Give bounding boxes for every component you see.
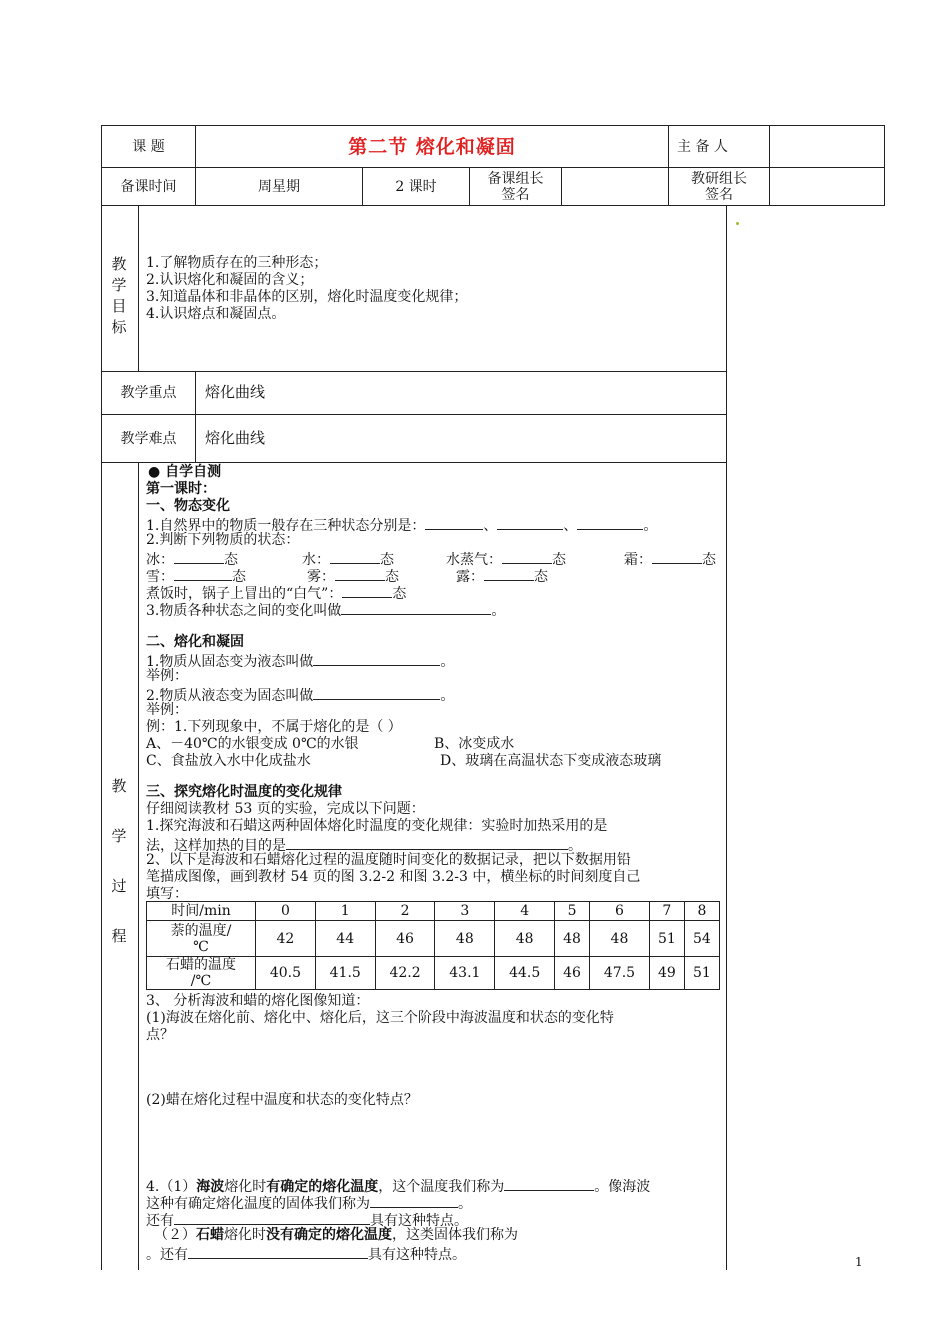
- option-d: D、玻璃在高温状态下变成液态玻璃: [440, 753, 662, 769]
- table-cell: 48: [495, 921, 555, 957]
- p4-2-line-2: [146, 1244, 466, 1264]
- p4-2-blank[interactable]: [188, 1244, 368, 1259]
- p4-1-l3-pre: 还有: [146, 1213, 174, 1229]
- p4-2-mid-2: ，这类固体我们称为: [392, 1227, 518, 1243]
- divider-process-label: [138, 462, 139, 1270]
- table-cell: 47.5: [590, 957, 650, 990]
- lesson1-heading: 第一课时：: [146, 481, 216, 497]
- key-point-label: 教学重点: [120, 385, 177, 401]
- table-cell: 49: [649, 957, 684, 990]
- p3-2-line: (2)蜡在熔化过程中温度和状态的变化特点？: [146, 1092, 418, 1108]
- table-row: [147, 957, 720, 990]
- sec3-title: 三、探究熔化时温度的变化规律: [146, 784, 342, 800]
- p1-line-a: 1.探究海波和石蜡这两种固体熔化时温度的变化规律：实验时加热采用的是: [146, 818, 608, 834]
- q1-blank-1[interactable]: [425, 515, 483, 530]
- frost-state: 态: [702, 552, 716, 568]
- difficult-point-value: 熔化曲线: [205, 429, 266, 447]
- row-label-line1: 萘的温度/: [170, 922, 232, 939]
- snow-blank[interactable]: [174, 566, 232, 581]
- dew-state: 态: [534, 569, 548, 585]
- q3-end: 。: [491, 603, 506, 619]
- q3-blank[interactable]: [341, 600, 491, 615]
- p4-1-blank-2[interactable]: [370, 1193, 458, 1208]
- q1-sep-1: 、: [483, 518, 498, 534]
- q3-line: [146, 600, 505, 620]
- ice-label: 冰：: [146, 552, 174, 568]
- table-cell: 42: [256, 921, 316, 957]
- row-label: [147, 921, 256, 957]
- border-right-header: [884, 125, 885, 206]
- p4-1-mid-1: 熔化时: [224, 1179, 267, 1195]
- vapor-label: 水蒸气：: [446, 552, 502, 568]
- option-b: B、冰变成水: [434, 736, 515, 752]
- process-label-4: 程: [111, 927, 127, 945]
- option-a: A、－40℃的水银变成 0℃的水银: [146, 736, 359, 752]
- water-label: 水：: [302, 552, 330, 568]
- sec2-title: 二、熔化和凝固: [146, 634, 244, 650]
- ice-blank[interactable]: [174, 549, 224, 564]
- table-header-cell: 7: [649, 902, 684, 921]
- divider-points-label: [195, 371, 196, 463]
- table-header-cell: 8: [684, 902, 719, 921]
- objectives-label-text: 教学目标: [111, 255, 127, 336]
- q1-blank-3[interactable]: [577, 515, 643, 530]
- difficult-point-label: 教学难点: [120, 430, 177, 447]
- steam-state: 态: [392, 586, 407, 602]
- table-header-cell: 4: [495, 902, 555, 921]
- vapor-blank[interactable]: [502, 549, 552, 564]
- p4-1-l3-post: 具有这种特点。: [370, 1213, 468, 1229]
- q2-line: 2.判断下列物质的状态：: [146, 532, 300, 548]
- q1-blank-2[interactable]: [497, 515, 563, 530]
- sec1-title: 一、物态变化: [146, 498, 230, 514]
- p4-1-bold-1: 海波: [196, 1179, 225, 1195]
- read-instruction: 仔细阅读教材 53 页的实验，完成以下问题：: [146, 801, 425, 817]
- vapor-state: 态: [552, 552, 566, 568]
- example-question: 例：1.下列现象中，不属于熔化的是（ ）: [146, 719, 402, 735]
- table-cell: 44.5: [495, 957, 555, 990]
- table-cell: 48: [555, 921, 590, 957]
- p4-1-l2-end: 。: [458, 1196, 472, 1212]
- water-state: 态: [380, 552, 394, 568]
- p2-line-b: 笔描成图像，画到教材 54 页的图 3.2-2 和图 3.2-3 中，横坐标的时间刻度自己: [146, 869, 641, 885]
- research-leader-sign: 签名: [705, 186, 733, 203]
- table-header-cell: 5: [555, 902, 590, 921]
- freeze-example: 举例：: [146, 702, 188, 718]
- process-label-1: 教: [111, 777, 127, 795]
- q1-end: 。: [643, 518, 658, 534]
- preparer-label: 主 备 人: [677, 138, 728, 155]
- border-left: [101, 125, 102, 1270]
- group-leader-label: 备课组长: [487, 170, 544, 187]
- dew-blank[interactable]: [484, 566, 534, 581]
- p3-1-line-b: 点？: [146, 1027, 174, 1043]
- dew-label: 露：: [456, 569, 484, 585]
- table-cell: 51: [649, 921, 684, 957]
- process-label-3: 过: [111, 877, 127, 895]
- table-cell: 46: [555, 957, 590, 990]
- steam-blank[interactable]: [342, 583, 392, 598]
- table-cell: 54: [684, 921, 719, 957]
- fog-state: 态: [385, 569, 399, 585]
- freeze-end: 。: [440, 688, 455, 704]
- p4-1-blank-3[interactable]: [174, 1210, 370, 1225]
- week-label: 周星期: [258, 178, 300, 195]
- divider-col-sign: [769, 125, 770, 206]
- ice-state: 态: [224, 552, 238, 568]
- row-label-line2: /℃: [190, 973, 212, 989]
- row-label-line2: ℃: [193, 938, 209, 955]
- p1b-text: 法，这样加热的目的是: [146, 838, 286, 854]
- melt-def-text: 1.物质从固态变为液态叫做: [146, 654, 314, 670]
- melt-example: 举例：: [146, 668, 188, 684]
- prep-time-label: 备课时间: [120, 178, 177, 195]
- group-leader-cell: [470, 168, 561, 205]
- q1-text: 1.自然界中的物质一般存在三种状态分别是：: [146, 518, 426, 534]
- state-dew: [456, 566, 548, 586]
- table-cell: 48: [435, 921, 495, 957]
- freeze-def-text: 2.物质从液态变为固态叫做: [146, 688, 314, 704]
- table-header-cell: 3: [435, 902, 495, 921]
- p2-line-a: 2、以下是海波和石蜡熔化过程的温度随时间变化的数据记录，把以下数据用铅: [146, 852, 631, 868]
- group-leader-sign: 签名: [501, 186, 530, 203]
- row-label-line1: 石蜡的温度: [166, 957, 236, 973]
- p4-1-l2-text: 这种有确定熔化温度的固体我们称为: [146, 1196, 370, 1212]
- table-cell: 44: [315, 921, 375, 957]
- border-row2: [101, 205, 885, 206]
- water-blank[interactable]: [330, 549, 380, 564]
- state-frost: [624, 549, 716, 569]
- p3-1-line-a: (1)海波在熔化前、熔化中、熔化后，这三个阶段中海波温度和状态的变化特: [146, 1010, 614, 1026]
- table-header-cell: 6: [590, 902, 650, 921]
- p4-2-l2-post: 具有这种特点。: [368, 1247, 466, 1263]
- frost-label: 霜：: [624, 552, 652, 568]
- p4-2-line-1: [154, 1227, 518, 1244]
- freeze-blank[interactable]: [313, 685, 440, 700]
- table-header-cell: 2: [375, 902, 435, 921]
- objective-4: 4.认识熔点和凝固点。: [146, 306, 286, 322]
- p3-heading: 3、 分析海波和蜡的熔化图像知道：: [146, 993, 370, 1009]
- key-point-value: 熔化曲线: [205, 383, 266, 401]
- option-c: C、食盐放入水中化成盐水: [146, 753, 311, 769]
- table-header-row: [147, 902, 720, 921]
- table-cell: 41.5: [315, 957, 375, 990]
- table-cell: 51: [684, 957, 719, 990]
- p4-2-bold-2: 没有确定的熔化温度: [266, 1227, 392, 1243]
- table-cell: 40.5: [256, 957, 316, 990]
- table-cell: 48: [590, 921, 650, 957]
- melt-end: 。: [440, 654, 455, 670]
- research-leader-cell: [669, 168, 769, 205]
- melt-def: [146, 651, 454, 671]
- table-header-cell: 时间/min: [147, 902, 256, 921]
- melt-blank[interactable]: [313, 651, 440, 666]
- p4-1-mid-3: 。像海波: [594, 1179, 651, 1195]
- fog-blank[interactable]: [335, 566, 385, 581]
- table-cell: 46: [375, 921, 435, 957]
- divider-objectives-label: [138, 205, 139, 372]
- q1-sep-2: 、: [563, 518, 578, 534]
- objective-2: 2.认识熔化和凝固的含义；: [146, 272, 314, 288]
- p4-2-pre: （２）: [154, 1227, 196, 1243]
- snow-state: 态: [232, 569, 246, 585]
- p4-2-bold-1: 石蜡: [196, 1227, 224, 1243]
- page-number: 1: [855, 1255, 863, 1269]
- steam-text: 煮饭时，锅子上冒出的“白气”：: [146, 586, 343, 602]
- fog-label: 雾：: [307, 569, 335, 585]
- table-header-cell: 1: [315, 902, 375, 921]
- p4-1-mid-2: ，这个温度我们称为: [378, 1179, 505, 1195]
- freeze-def: [146, 685, 454, 705]
- table-row: [147, 921, 720, 957]
- process-label-2: 学: [111, 827, 127, 845]
- hours-label: 2 课时: [395, 178, 437, 195]
- border-right-body: [726, 205, 727, 1270]
- objective-3: 3.知道晶体和非晶体的区别，熔化时温度变化规律；: [146, 289, 468, 305]
- table-cell: 42.2: [375, 957, 435, 990]
- p4-2-mid-1: 熔化时: [224, 1227, 266, 1243]
- divider-col-leader: [561, 167, 562, 206]
- p4-2-l2-pre: 。还有: [146, 1247, 188, 1263]
- p4-1-blank-1[interactable]: [504, 1176, 594, 1191]
- p2-line-c: 填写：: [146, 886, 188, 902]
- melting-data-table: [146, 901, 720, 990]
- lesson-title: 第二节 熔化和凝固: [348, 135, 516, 158]
- frost-blank[interactable]: [652, 549, 702, 564]
- table-header-cell: 0: [256, 902, 316, 921]
- p1-end: 。: [568, 838, 582, 854]
- objectives-label: [109, 254, 129, 338]
- self-study-heading: ● 自学自测: [148, 464, 222, 480]
- objective-1: 1.了解物质存在的三种形态；: [146, 255, 328, 271]
- p1-blank[interactable]: [286, 835, 568, 850]
- snow-label: 雪：: [146, 569, 174, 585]
- p4-1-bold-2: 有确定的熔化温度: [266, 1179, 379, 1195]
- q3-text: 3.物质各种状态之间的变化叫做: [146, 603, 342, 619]
- research-leader-label: 教研组长: [691, 170, 747, 187]
- topic-label: 课 题: [132, 138, 165, 155]
- dot-mark: [736, 222, 739, 225]
- table-cell: 43.1: [435, 957, 495, 990]
- p4-1-pre: 4.（1）: [146, 1179, 197, 1195]
- row-label: [147, 957, 256, 990]
